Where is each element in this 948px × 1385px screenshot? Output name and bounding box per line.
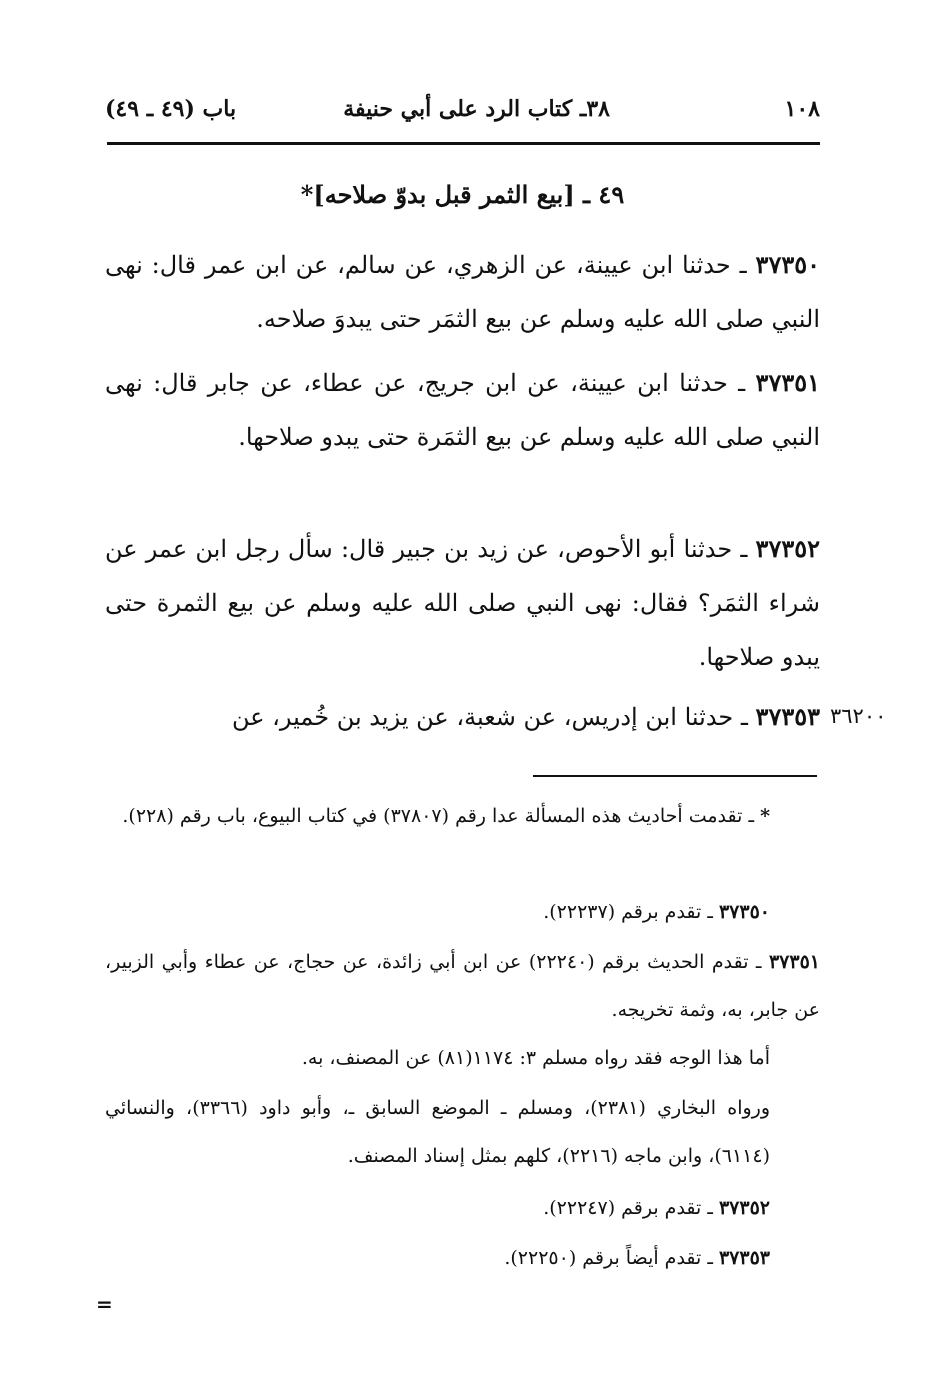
footnote-divider (533, 775, 817, 777)
footnote (105, 938, 820, 1034)
footnote-text: ورواه البخاري (٢٣٨١)، ومسلم ـ الموضع السابق ـ، وأبو داود (٣٣٦٦)، والنسائي (٦١١٤)، وابن ماجه (٢٢١٦)، كلهم بمثل إسناد المصنف. (105, 1097, 770, 1167)
footnote-text: ـ تقدم برقم (٢٢٢٤٧). (543, 1197, 719, 1219)
margin-number: ٣٦٢٠٠ (830, 704, 887, 728)
header-divider (107, 142, 820, 145)
footnote (105, 1034, 820, 1082)
footnote-number: ٣٧٣٥٣ (718, 1247, 770, 1269)
hadith-entry (105, 690, 820, 744)
book-title: ٣٨ـ كتاب الرد على أبي حنيفة (343, 96, 610, 122)
footnote-number: ٣٧٣٥٠ (718, 901, 770, 923)
page-end-mark: = (96, 1292, 113, 1316)
hadith-text: ـ حدثنا ابن عيينة، عن الزهري، عن سالم، عن ابن عمر قال: نهى النبي صلى الله عليه وسلم عن بيع الثمَر حتى يبدوَ صلاحه. (105, 251, 820, 333)
footnote (105, 888, 820, 936)
hadith-number: ٣٧٣٥٢ (755, 534, 820, 563)
hadith-entry (105, 238, 820, 346)
footnote-text: أما هذا الوجه فقد رواه مسلم ٣: ١١٧٤(٨١) عن المصنف، به. (301, 1047, 770, 1069)
hadith-entry (105, 522, 820, 684)
footnote-text: ـ تقدم أيضاً برقم (٢٢٢٥٠). (504, 1247, 719, 1269)
hadith-number: ٣٧٣٥٣ (755, 702, 820, 731)
footnote (105, 1184, 820, 1232)
hadith-number: ٣٧٣٥٠ (755, 250, 820, 279)
hadith-text: ـ حدثنا ابن عيينة، عن ابن جريج، عن عطاء، عن جابر قال: نهى النبي صلى الله عليه وسلم عن بيع الثمَرة حتى يبدو صلاحها. (105, 369, 820, 451)
footnote-number: ٣٧٣٥١ (768, 951, 820, 973)
hadith-number: ٣٧٣٥١ (755, 368, 820, 397)
page-number: ١٠٨ (784, 96, 820, 122)
hadith-text: ـ حدثنا ابن إدريس، عن شعبة، عن يزيد بن خُمير، عن (231, 703, 756, 731)
section-title: ٤٩ ـ [بيع الثمر قبل بدوّ صلاحه]* (300, 180, 625, 209)
footnote-text: ـ تقدمت أحاديث هذه المسألة عدا رقم (٣٧٨٠٧) في كتاب البيوع، باب رقم (٢٢٨). (122, 805, 761, 827)
running-header (105, 92, 820, 132)
footnote-marker: * (760, 805, 770, 827)
footnote (105, 792, 820, 840)
footnote-number: ٣٧٣٥٢ (718, 1197, 770, 1219)
hadith-entry (105, 356, 820, 464)
hadith-text: ـ حدثنا أبو الأحوص، عن زيد بن جبير قال: سأل رجل ابن عمر عن شراء الثمَر؟ فقال: نهى النبي صلى الله عليه وسلم عن بيع الثمرة حتى يبدو صلاحها. (105, 535, 820, 671)
chapter-reference: باب (٤٩ ـ ٤٩) (105, 96, 237, 122)
footnote (105, 1234, 820, 1282)
footnote-text: ـ تقدم الحديث برقم (٢٢٢٤٠) عن ابن أبي زائدة، عن حجاج، عن عطاء وأبي الزبير، عن جابر، به، وثمة تخريجه. (105, 951, 820, 1021)
footnote-text: ـ تقدم برقم (٢٢٢٣٧). (543, 901, 719, 923)
footnote (105, 1084, 820, 1180)
